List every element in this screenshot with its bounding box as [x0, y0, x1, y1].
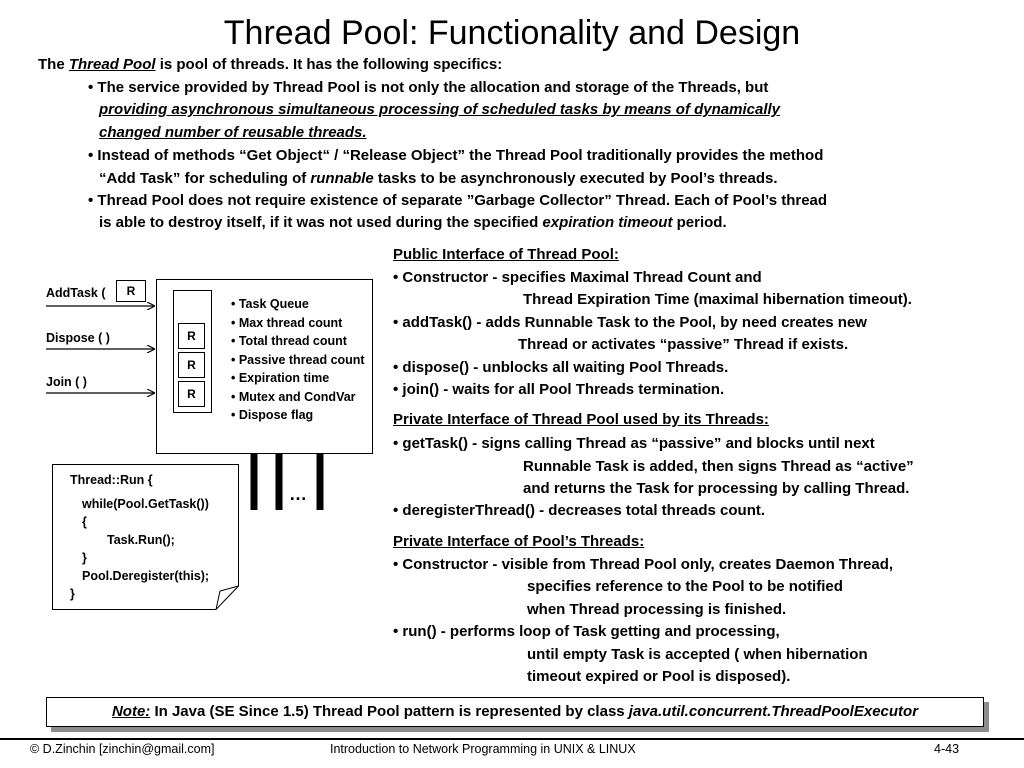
- private-pool-line-3: and returns the Task for processing by calling Thread.: [523, 480, 910, 497]
- dispose-label: Dispose ( ): [46, 331, 110, 345]
- bullet-3-line-1: • Thread Pool does not require existence of separate ”Garbage Collector” Thread. Each of Pool’s thread: [88, 192, 828, 209]
- code-line-7: }: [70, 587, 75, 601]
- intro-post: is pool of threads. It has the following specifics:: [155, 56, 503, 73]
- bullet-3-line-2-post: period.: [672, 214, 727, 231]
- intro-term: Thread Pool: [68, 56, 156, 73]
- addtask-runnable-box: R: [116, 280, 146, 302]
- intro-pre: The: [38, 56, 69, 73]
- bullet-3-line-2-pre: is able to destroy itself, if it was not used during the specified: [99, 214, 543, 231]
- field-expiration-time: • Expiration time: [231, 371, 330, 385]
- private-threads-line-5: until empty Task is accepted ( when hibernation: [527, 646, 868, 663]
- field-passive-thread-count: • Passive thread count: [231, 352, 365, 367]
- private-threads-line-4: • run() - performs loop of Task getting and processing,: [393, 623, 780, 640]
- field-max-thread-count: • Max thread count: [231, 315, 343, 330]
- private-pool-line-2: Runnable Task is added, then signs Thread as “active”: [523, 458, 914, 475]
- code-line-6: Pool.Deregister(this);: [82, 569, 210, 583]
- code-line-1: Thread::Run {: [70, 473, 153, 487]
- queued-task-1: R: [178, 323, 205, 349]
- code-line-3: {: [82, 515, 87, 529]
- private-threads-line-2: specifies reference to the Pool to be notified: [527, 578, 843, 595]
- private-pool-line-4: • deregisterThread() - decreases total threads count.: [393, 502, 766, 519]
- code-block: [70, 471, 209, 603]
- more-threads-ellipsis: …: [289, 484, 307, 504]
- bullet-3-line-2-italic: expiration timeout: [542, 214, 673, 231]
- bullet-2-line-2-post: tasks to be asynchronously executed by Pool’s threads.: [373, 170, 778, 187]
- slide-title: Thread Pool: Functionality and Design: [223, 14, 801, 52]
- public-line-3: • addTask() - adds Runnable Task to the Pool, by need creates new: [393, 314, 867, 331]
- field-mutex-condvar: • Mutex and CondVar: [231, 389, 356, 404]
- bullet-2-line-2-pre: “Add Task” for scheduling of: [99, 170, 311, 187]
- private-pool-line-1: • getTask() - signs calling Thread as “passive” and blocks until next: [393, 435, 875, 452]
- bullet-2-line-1: • Instead of methods “Get Object“ / “Release Object” the Thread Pool traditionally provides the method: [88, 147, 824, 164]
- bullet-1-line-2: providing asynchronous simultaneous processing of scheduled tasks by means of dynamically: [99, 101, 781, 118]
- public-interface-heading: Public Interface of Thread Pool:: [393, 246, 619, 263]
- public-line-2: Thread Expiration Time (maximal hibernation timeout).: [523, 291, 912, 308]
- queued-task-3: R: [178, 381, 205, 407]
- java-note-box: [46, 697, 984, 727]
- footer-page-number: 4-43: [934, 742, 960, 756]
- public-line-1: • Constructor - specifies Maximal Thread Count and: [393, 269, 762, 286]
- private-threads-line-6: timeout expired or Pool is disposed).: [527, 668, 791, 685]
- footer-course: Introduction to Network Programming in UNIX & LINUX: [330, 742, 636, 756]
- addtask-label-text: AddTask (: [46, 286, 106, 300]
- private-pool-heading: Private Interface of Thread Pool used by its Threads:: [393, 411, 769, 428]
- note-class-name: java.util.concurrent.ThreadPoolExecutor: [628, 703, 919, 720]
- bullet-2-line-2-italic: runnable: [310, 170, 374, 187]
- field-total-thread-count: • Total thread count: [231, 334, 347, 348]
- queued-task-2: R: [178, 352, 205, 378]
- public-line-5: • dispose() - unblocks all waiting Pool Threads.: [393, 359, 729, 376]
- pool-fields-list: [231, 295, 365, 425]
- private-threads-line-3: when Thread processing is finished.: [527, 601, 787, 618]
- note-text: In Java (SE Since 1.5) Thread Pool pattern is represented by class: [150, 703, 629, 720]
- field-task-queue: • Task Queue: [231, 297, 309, 311]
- code-line-4: Task.Run();: [107, 533, 175, 547]
- footer-author: © D.Zinchin [zinchin@gmail.com]: [30, 742, 215, 756]
- private-threads-line-1: • Constructor - visible from Thread Pool only, creates Daemon Thread,: [393, 556, 894, 573]
- public-line-4: Thread or activates “passive” Thread if exists.: [518, 336, 849, 353]
- code-line-5: }: [82, 551, 87, 565]
- private-threads-heading: Private Interface of Pool’s Threads:: [393, 533, 645, 550]
- field-dispose-flag: • Dispose flag: [231, 408, 314, 422]
- bullet-1-line-1: • The service provided by Thread Pool is not only the allocation and storage of the Threads, but: [88, 79, 769, 96]
- code-line-2: while(Pool.GetTask()): [82, 497, 209, 511]
- join-label: Join ( ): [46, 375, 87, 389]
- public-line-6: • join() - waits for all Pool Threads termination.: [393, 381, 725, 398]
- bullet-1-line-3: changed number of reusable threads.: [99, 124, 367, 141]
- footer-rule: [0, 738, 1024, 740]
- note-label: Note:: [111, 703, 151, 720]
